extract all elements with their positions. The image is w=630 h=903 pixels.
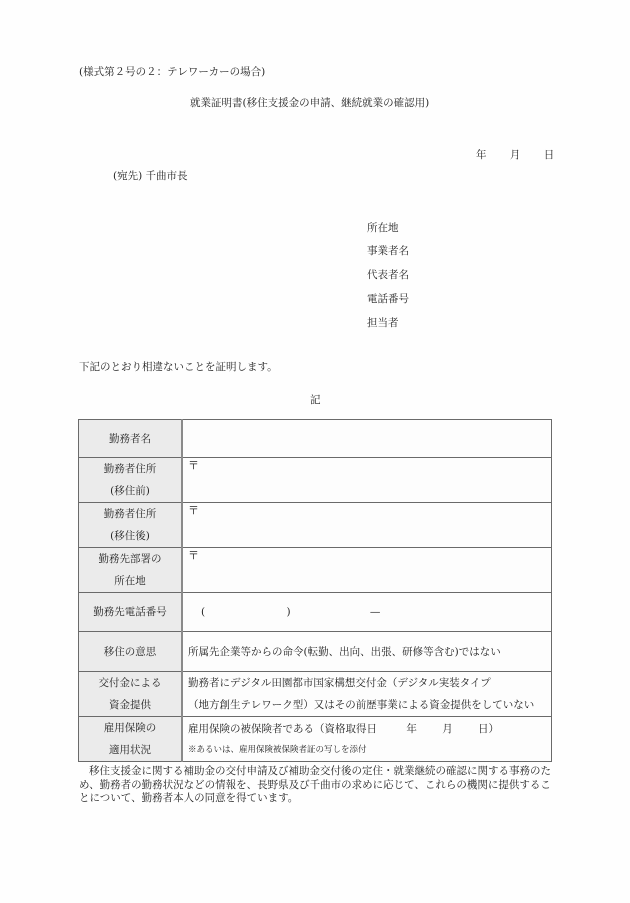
label-office-phone: 勤務先電話番号 (79, 593, 183, 632)
label-grant-funding (79, 672, 183, 717)
postal-mark-icon: 〒 (188, 459, 199, 472)
issuer-field-phone: 電話番号 (367, 293, 409, 305)
phone-area-open-paren: ( (201, 606, 206, 618)
insured-statement: 雇用保険の被保険者である（資格取得日 (188, 723, 377, 735)
table-row-relocation-intent (79, 632, 552, 672)
label-address-after-line2: (移住後) (110, 530, 150, 542)
form-number: (様式第２号の２：テレワーカーの場合) (79, 66, 266, 78)
label-office-location-line2: 所在地 (114, 575, 146, 587)
issuer-field-contact: 担当者 (367, 317, 399, 329)
table-row-employee-name (79, 420, 552, 458)
issuer-field-location: 所在地 (367, 222, 399, 234)
addressee: (宛先) 千曲市長 (113, 170, 188, 182)
office-phone-field[interactable] (182, 593, 552, 632)
label-office-location (79, 548, 183, 593)
label-address-before (79, 458, 183, 503)
date-line (476, 147, 554, 162)
table-row-grant-funding (79, 672, 552, 717)
label-address-after (79, 503, 183, 548)
table-row-office-phone (79, 593, 552, 632)
date-year: 年 (476, 149, 487, 161)
label-employment-insurance (79, 717, 183, 762)
grant-funding-value (182, 672, 552, 717)
label-address-after-line1: 勤務者住所 (103, 508, 157, 520)
address-before-field[interactable] (182, 458, 552, 503)
label-grant-funding-line1: 交付金による (98, 677, 162, 689)
table-row-address-before (79, 458, 552, 503)
acquired-year[interactable]: 年 (406, 723, 417, 735)
employment-insurance-line1 (188, 718, 551, 740)
insurance-note: ※あるいは、雇用保険被保険者証の写しを添付 (188, 745, 367, 755)
issuer-field-representative: 代表者名 (367, 269, 409, 281)
employment-insurance-value (182, 717, 552, 762)
table-row-address-after (79, 503, 552, 548)
label-address-before-line1: 勤務者住所 (103, 463, 157, 475)
postal-mark-icon: 〒 (188, 549, 199, 562)
postal-mark-icon: 〒 (188, 504, 199, 517)
label-relocation-intent: 移住の意思 (79, 632, 183, 672)
table-row-office-location (79, 548, 552, 593)
phone-dash: — (369, 606, 381, 618)
grant-funding-line2: （地方創生テレワーク型）又はその前歴事業による資金提供をしていない (188, 699, 535, 711)
ki-heading: 記 (310, 394, 321, 406)
office-location-field[interactable] (182, 548, 552, 593)
date-month: 月 (509, 149, 521, 161)
employee-name-field[interactable] (182, 420, 552, 458)
label-employee-name: 勤務者名 (79, 420, 183, 458)
certification-statement: 下記のとおり相違ないことを証明します。 (79, 361, 278, 373)
employment-certificate-table (78, 419, 552, 762)
label-employment-insurance-line2: 適用状況 (109, 744, 151, 756)
document-title: 就業証明書(移住支援金の申請、継続就業の確認用) (190, 97, 430, 109)
table-row-employment-insurance (79, 717, 552, 762)
acquired-day[interactable]: 日） (478, 723, 500, 735)
label-employment-insurance-line1: 雇用保険の (103, 722, 157, 734)
consent-statement: 移住支援金に関する補助金の交付申請及び補助金交付後の定住・就業継続の確認に関する事務のため、勤務者の勤務状況などの情報を、長野県及び千曲市の求めに応じて、これらの機関に提供することについて、勤務者本人の同意を得ています。 (79, 765, 551, 804)
phone-area-close-paren: ) (286, 606, 291, 618)
issuer-field-business-name: 事業者名 (367, 245, 409, 257)
label-address-before-line2: (移住前) (110, 485, 150, 497)
label-grant-funding-line2: 資金提供 (109, 699, 151, 711)
label-office-location-line1: 勤務先部署の (98, 553, 162, 565)
address-after-field[interactable] (182, 503, 552, 548)
relocation-intent-value: 所属先企業等からの命令(転勤、出向、出張、研修等含む)ではない (182, 632, 552, 672)
acquired-month[interactable]: 月 (442, 723, 453, 735)
date-day: 日 (543, 149, 555, 161)
grant-funding-line1: 勤務者にデジタル田園都市国家構想交付金（デジタル実装タイプ (188, 677, 491, 689)
